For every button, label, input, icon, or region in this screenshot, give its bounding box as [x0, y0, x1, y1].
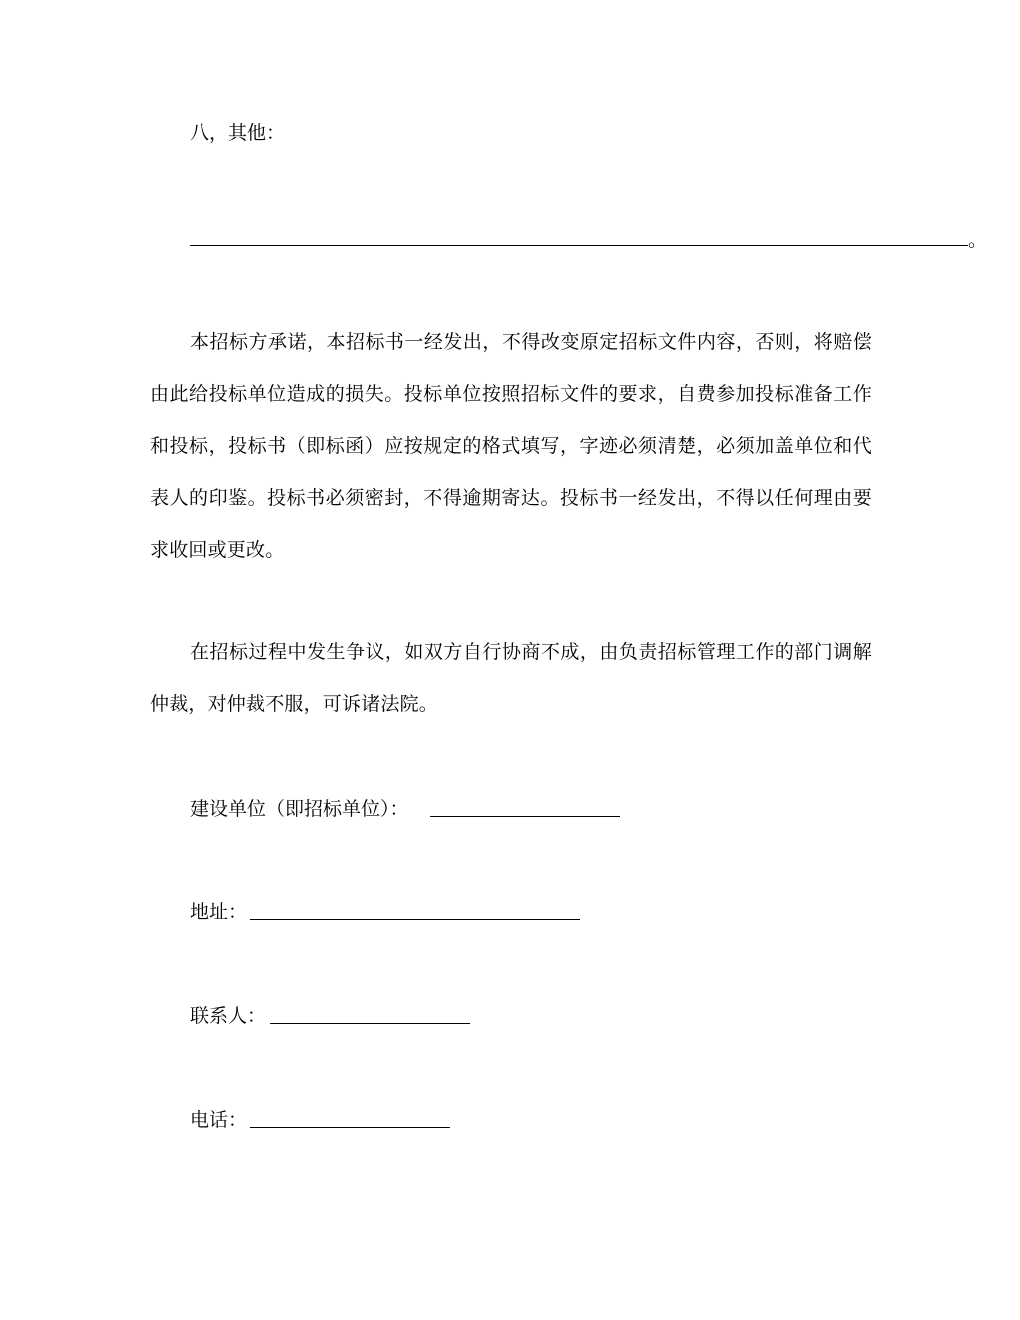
phone-blank — [250, 1127, 450, 1128]
paragraph-dispute: 在招标过程中发生争议，如双方自行协商不成，由负责招标管理工作的部门调解仲裁，对仲裁不服，可诉诸法院。 — [150, 641, 872, 715]
blank-underline — [190, 245, 968, 246]
construction-unit-label: 建设单位（即招标单位）： — [190, 798, 409, 820]
address-blank — [250, 919, 580, 920]
blank-line-period: 。 — [968, 229, 988, 251]
paragraph-commitment: 本招标方承诺，本招标书一经发出，不得改变原定招标文件内容，否则，将赔偿由此给投标单位造成的损失。投标单位按照招标文件的要求，自费参加投标准备工作和投标，投标书（即标函）应按规定的格式填写，字迹必须清楚，必须加盖单位和代表人的印鉴。投标书必须密封，不得逾期寄达。投标书一经发出，不得以任何理由要求收回或更改。 — [150, 331, 872, 561]
contact-blank — [270, 1023, 470, 1024]
contact-label: 联系人： — [190, 1005, 267, 1027]
section-heading-other: 八，其他： — [190, 122, 286, 144]
phone-label: 电话： — [190, 1109, 248, 1131]
address-label: 地址： — [190, 901, 248, 923]
fill-in-blank-line — [190, 228, 988, 252]
construction-unit-blank — [430, 816, 620, 817]
